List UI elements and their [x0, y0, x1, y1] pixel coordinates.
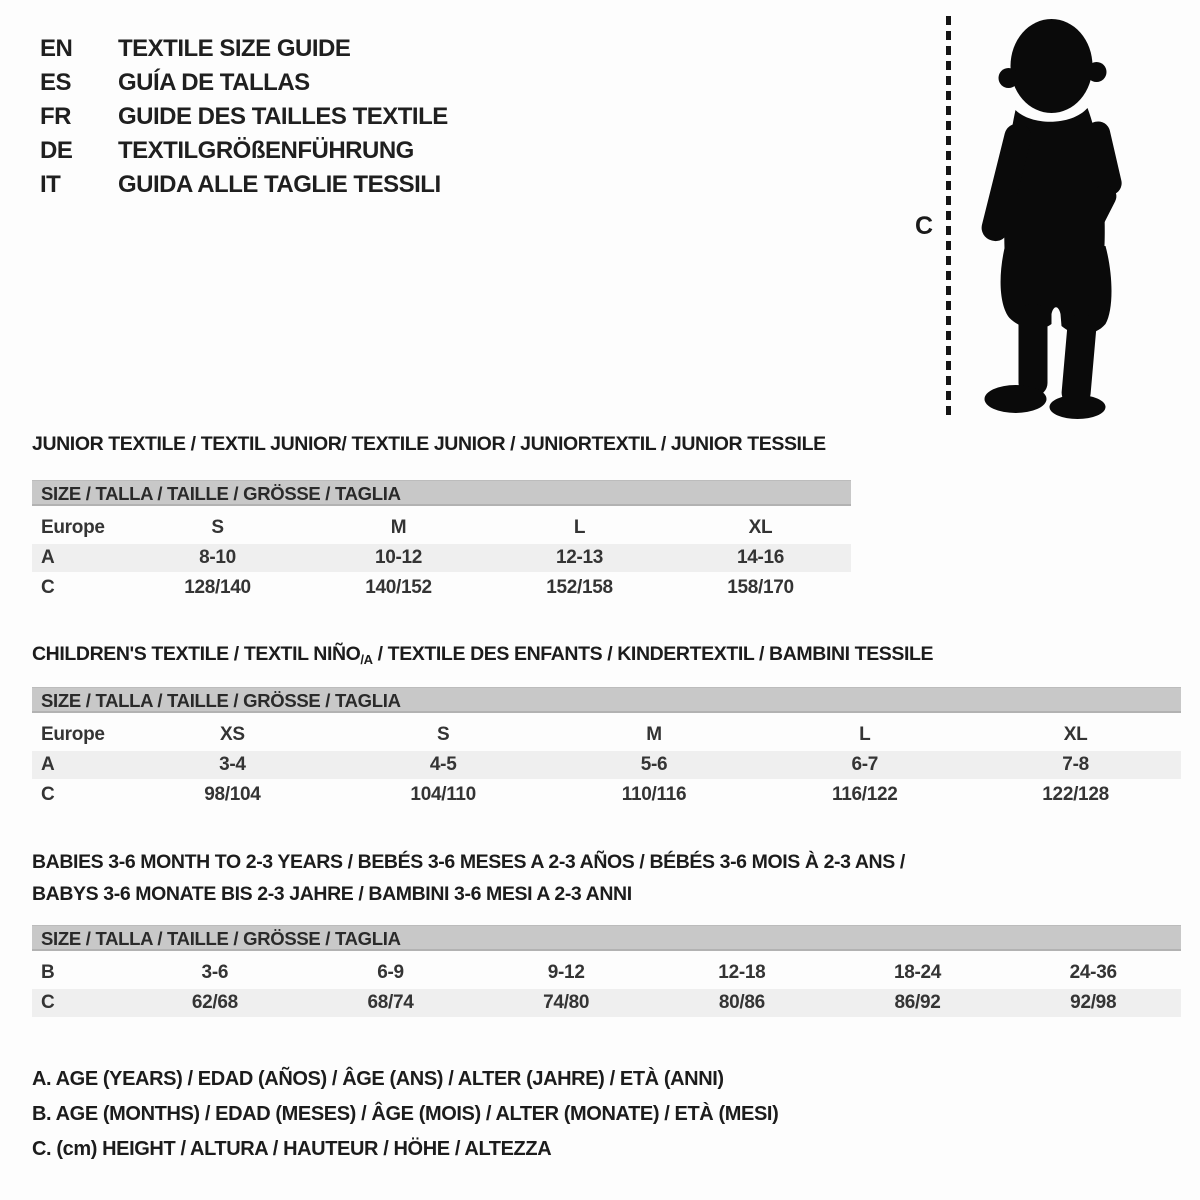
height-cell: 62/68 — [191, 992, 238, 1013]
language-code: DE — [40, 137, 73, 164]
babies-size-table — [32, 925, 1181, 1017]
age-cell: 8-10 — [199, 547, 236, 568]
legend-line-c: C. (cm) HEIGHT / ALTURA / HAUTEUR / HÖHE / ALTEZZA — [32, 1138, 552, 1160]
table-row-height — [32, 781, 1181, 809]
children-heading-post: / TEXTILE DES ENFANTS / KINDERTEXTIL / BAMBINI TESSILE — [372, 643, 934, 665]
row-label: A — [41, 547, 55, 568]
age-cell: 14-16 — [736, 547, 785, 568]
age-cell: 3-6 — [201, 962, 229, 983]
table-row-age — [32, 544, 851, 572]
size-cell: L — [573, 517, 586, 538]
height-cell: 116/122 — [832, 784, 898, 805]
row-label: C — [41, 577, 55, 598]
legend-line-b: B. AGE (MONTHS) / EDAD (MESES) / ÂGE (MOIS) / ALTER (MONATE) / ETÀ (MESI) — [32, 1103, 779, 1125]
size-cell: S — [437, 724, 450, 745]
table-row-height — [32, 574, 851, 602]
legend-line-a: A. AGE (YEARS) / EDAD (AÑOS) / ÂGE (ANS) / ALTER (JAHRE) / ETÀ (ANNI) — [32, 1068, 724, 1090]
height-dashed-line — [946, 16, 951, 416]
size-cell: XS — [220, 724, 245, 745]
age-cell: 9-12 — [547, 962, 585, 983]
language-code: ES — [40, 69, 72, 96]
height-cell: 92/98 — [1070, 992, 1117, 1013]
height-cell: 74/80 — [543, 992, 590, 1013]
language-list — [40, 32, 448, 202]
row-label: Europe — [41, 517, 105, 538]
table-row-europe — [32, 514, 851, 542]
size-cell: XL — [748, 517, 773, 538]
height-cell: 86/92 — [894, 992, 941, 1013]
age-cell: 12-18 — [718, 962, 766, 983]
row-label: B — [41, 962, 55, 983]
language-label: TEXTILE SIZE GUIDE — [118, 35, 351, 62]
language-label: GUÍA DE TALLAS — [118, 69, 310, 96]
size-header-bar: SIZE / TALLA / TAILLE / GRÖSSE / TAGLIA — [32, 687, 1181, 713]
row-label: C — [41, 992, 55, 1013]
age-cell: 24-36 — [1069, 962, 1117, 983]
children-section-heading — [32, 643, 933, 667]
row-label: Europe — [41, 724, 105, 745]
age-cell: 12-13 — [555, 547, 604, 568]
age-cell: 5-6 — [640, 754, 668, 775]
language-code: EN — [40, 35, 73, 62]
age-cell: 6-7 — [851, 754, 879, 775]
babies-heading-line1: BABIES 3-6 MONTH TO 2-3 YEARS / BEBÉS 3-6 MESES A 2-3 AÑOS / BÉBÉS 3-6 MOIS À 2-3 ANS / — [32, 851, 905, 873]
table-row-height — [32, 989, 1181, 1017]
size-cell: M — [390, 517, 407, 538]
language-code: IT — [40, 171, 61, 198]
height-cell: 68/74 — [367, 992, 414, 1013]
language-label: GUIDE DES TAILLES TEXTILE — [118, 103, 448, 130]
age-cell: 7-8 — [1062, 754, 1089, 775]
height-cell: 158/170 — [727, 577, 794, 598]
language-label: GUIDA ALLE TAGLIE TESSILI — [118, 171, 441, 198]
junior-section-heading: JUNIOR TEXTILE / TEXTIL JUNIOR/ TEXTILE JUNIOR / JUNIORTEXTIL / JUNIOR TESSILE — [32, 433, 826, 455]
size-cell: L — [859, 724, 871, 745]
children-size-table — [32, 687, 1181, 809]
toddler-silhouette-icon — [962, 14, 1135, 419]
height-cell: 140/152 — [365, 577, 432, 598]
row-label: C — [41, 784, 55, 805]
size-header-bar: SIZE / TALLA / TAILLE / GRÖSSE / TAGLIA — [32, 480, 851, 506]
junior-size-table — [32, 480, 851, 602]
height-cell: 80/86 — [718, 992, 765, 1013]
table-row-europe — [32, 721, 1181, 749]
babies-section-heading — [32, 846, 905, 910]
height-cell: 128/140 — [184, 577, 251, 598]
age-cell: 3-4 — [219, 754, 246, 775]
children-heading-pre: CHILDREN'S TEXTILE / TEXTIL NIÑO — [32, 643, 361, 665]
table-row-age-months — [32, 959, 1181, 987]
language-label: TEXTILGRÖßENFÜHRUNG — [118, 137, 414, 164]
height-cell: 122/128 — [1042, 784, 1109, 805]
height-cell: 110/116 — [621, 784, 687, 805]
age-cell: 6-9 — [377, 962, 404, 983]
height-cell: 152/158 — [546, 577, 613, 598]
size-cell: XL — [1063, 724, 1088, 745]
babies-heading-line2: BABYS 3-6 MONATE BIS 2-3 JAHRE / BAMBINI 3-6 MESI A 2-3 ANNI — [32, 883, 632, 905]
age-cell: 4-5 — [429, 754, 457, 775]
height-cell: 98/104 — [204, 784, 261, 805]
age-cell: 18-24 — [893, 962, 942, 983]
size-cell: S — [211, 517, 224, 538]
age-cell: 10-12 — [374, 547, 423, 568]
row-label: A — [41, 754, 55, 775]
table-row-age — [32, 751, 1181, 779]
size-header-bar: SIZE / TALLA / TAILLE / GRÖSSE / TAGLIA — [32, 925, 1181, 951]
children-heading-sub: /A — [360, 652, 373, 667]
height-cell: 104/110 — [410, 784, 476, 805]
size-cell: M — [646, 724, 662, 745]
legend — [32, 1068, 778, 1173]
language-code: FR — [40, 103, 71, 130]
height-marker-label: C — [914, 212, 934, 240]
